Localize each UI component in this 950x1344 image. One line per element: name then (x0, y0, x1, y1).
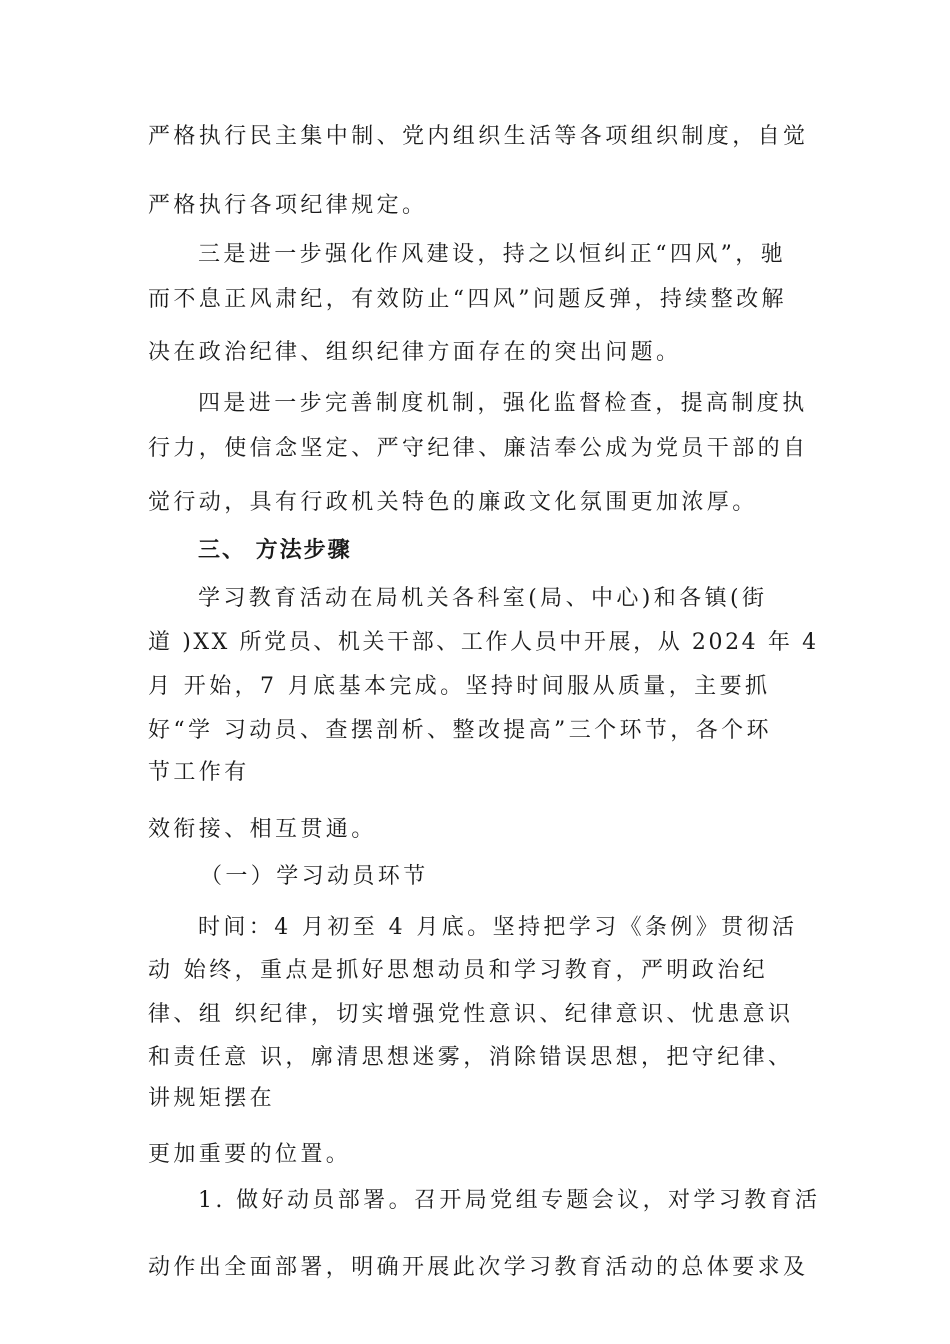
text-line: 讲规矩摆在 (148, 1086, 276, 1111)
text-line: 决在政治纪律、组织纪律方面存在的突出问题。 (148, 340, 682, 365)
text-line: 而不息正风肃纪，有效防止“四风”问题反弹，持续整改解 (148, 287, 787, 312)
text-line: 节工作有 (148, 760, 250, 785)
text-line: 和责任意 识，廓清思想迷雾，消除错误思想，把守纪律、 (148, 1045, 794, 1070)
text-line: 动 始终，重点是抓好思想动员和学习教育，严明政治纪 (148, 958, 768, 983)
paragraph-first-line: 时间：4 月初至 4 月底。坚持把学习《条例》贯彻活 (198, 915, 798, 940)
text-line: 严格执行各项纪律规定。 (148, 193, 428, 218)
paragraph-first-line: 四是进一步完善制度机制，强化监督检查，提高制度执 (198, 391, 808, 416)
text-line: 更加重要的位置。 (148, 1142, 352, 1167)
paragraph-first-line: 学习教育活动在局机关各科室(局、中心)和各镇(街 (198, 586, 768, 611)
text-line: 觉行动，具有行政机关特色的廉政文化氛围更加浓厚。 (148, 490, 758, 515)
section-heading: 三、 方法步骤 (198, 538, 352, 563)
text-line: 律、组 织纪律，切实增强党性意识、纪律意识、忧患意识 (148, 1002, 794, 1027)
text-line: 动作出全面部署，明确开展此次学习教育活动的总体要求及 (148, 1255, 809, 1280)
subsection-heading: （一）学习动员环节 (200, 864, 429, 889)
text-line: 行力，使信念坚定、严守纪律、廉洁奉公成为党员干部的自 (148, 436, 809, 461)
paragraph-first-line: 三是进一步强化作风建设，持之以恒纠正“四风”，驰 (198, 242, 787, 267)
text-line: 月 开始，7 月底基本完成。坚持时间服从质量，主要抓 (148, 674, 771, 699)
text-line: 好“学 习动员、查摆剖析、整改提高”三个环节，各个环 (148, 718, 772, 743)
text-line: 道 )XX 所党员、机关干部、工作人员中开展，从 2024 年 4 (148, 630, 819, 655)
paragraph-first-line: 1. 做好动员部署。召开局党组专题会议，对学习教育活 (198, 1188, 821, 1213)
text-line: 效衔接、相互贯通。 (148, 817, 377, 842)
text-line: 严格执行民主集中制、党内组织生活等各项组织制度，自觉 (148, 124, 809, 149)
